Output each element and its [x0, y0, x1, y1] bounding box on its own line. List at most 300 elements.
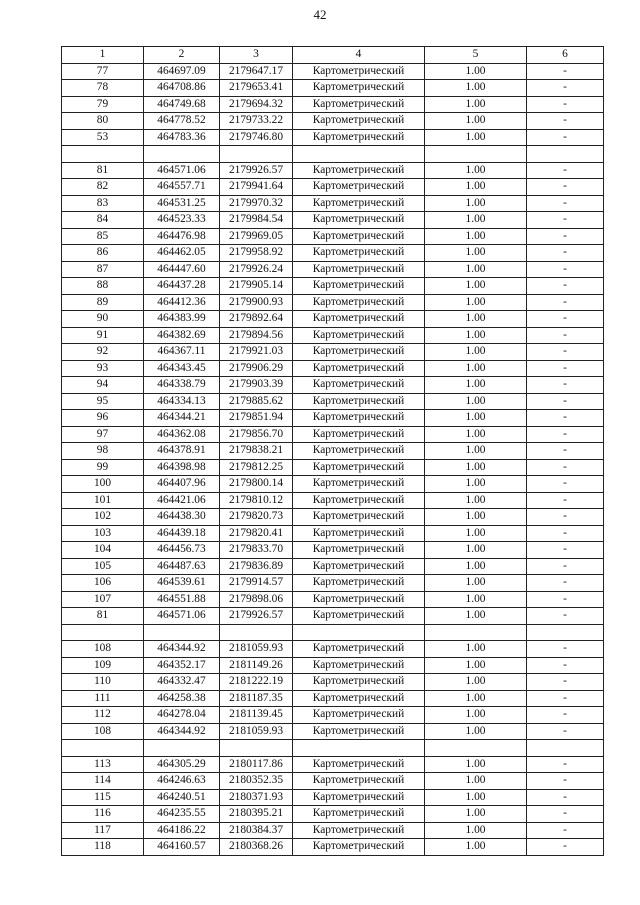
point-number-cell: 100	[62, 476, 144, 493]
point-number-cell: 92	[62, 344, 144, 361]
x-coordinate-cell: 464439.18	[144, 525, 220, 542]
note-cell: -	[527, 294, 604, 311]
y-coordinate-cell: 2179733.22	[220, 113, 293, 130]
x-coordinate-cell: 464344.92	[144, 641, 220, 658]
point-number-cell: 113	[62, 756, 144, 773]
accuracy-cell: 1.00	[425, 327, 527, 344]
accuracy-cell: 1.00	[425, 344, 527, 361]
point-number-cell: 106	[62, 575, 144, 592]
y-coordinate-cell: 2179647.17	[220, 63, 293, 80]
accuracy-cell: 1.00	[425, 459, 527, 476]
accuracy-cell: 1.00	[425, 723, 527, 740]
accuracy-cell: 1.00	[425, 426, 527, 443]
note-cell: -	[527, 360, 604, 377]
point-number-cell: 87	[62, 261, 144, 278]
y-coordinate-cell: 2180352.35	[220, 773, 293, 790]
method-cell: Картометрический	[293, 228, 425, 245]
method-cell: Картометрический	[293, 575, 425, 592]
table-row	[62, 228, 604, 245]
method-cell: Картометрический	[293, 245, 425, 262]
x-coordinate-cell	[144, 740, 220, 757]
accuracy-cell	[425, 146, 527, 163]
y-coordinate-cell: 2179906.29	[220, 360, 293, 377]
y-coordinate-cell: 2179694.32	[220, 96, 293, 113]
method-cell: Картометрический	[293, 789, 425, 806]
point-number-cell: 83	[62, 195, 144, 212]
column-header: 1	[62, 47, 144, 64]
point-number-cell: 82	[62, 179, 144, 196]
note-cell: -	[527, 459, 604, 476]
note-cell: -	[527, 278, 604, 295]
method-cell: Картометрический	[293, 822, 425, 839]
x-coordinate-cell: 464421.06	[144, 492, 220, 509]
x-coordinate-cell: 464343.45	[144, 360, 220, 377]
table-body	[62, 63, 604, 855]
method-cell: Картометрический	[293, 476, 425, 493]
method-cell: Картометрический	[293, 806, 425, 823]
accuracy-cell: 1.00	[425, 822, 527, 839]
note-cell	[527, 146, 604, 163]
note-cell: -	[527, 261, 604, 278]
table-spacer-row	[62, 740, 604, 757]
method-cell	[293, 740, 425, 757]
x-coordinate-cell: 464338.79	[144, 377, 220, 394]
table-row	[62, 575, 604, 592]
table-row	[62, 278, 604, 295]
y-coordinate-cell: 2179810.12	[220, 492, 293, 509]
y-coordinate-cell: 2179958.92	[220, 245, 293, 262]
accuracy-cell: 1.00	[425, 393, 527, 410]
y-coordinate-cell: 2179969.05	[220, 228, 293, 245]
table-row	[62, 674, 604, 691]
method-cell: Картометрический	[293, 542, 425, 559]
x-coordinate-cell: 464571.06	[144, 608, 220, 625]
note-cell: -	[527, 311, 604, 328]
x-coordinate-cell: 464437.28	[144, 278, 220, 295]
point-number-cell: 79	[62, 96, 144, 113]
note-cell: -	[527, 822, 604, 839]
method-cell: Картометрический	[293, 723, 425, 740]
point-number-cell: 118	[62, 839, 144, 856]
note-cell: -	[527, 591, 604, 608]
column-header: 5	[425, 47, 527, 64]
x-coordinate-cell: 464382.69	[144, 327, 220, 344]
point-number-cell: 86	[62, 245, 144, 262]
table-row	[62, 212, 604, 229]
method-cell: Картометрический	[293, 641, 425, 658]
table-row	[62, 63, 604, 80]
note-cell: -	[527, 195, 604, 212]
table-row	[62, 657, 604, 674]
x-coordinate-cell: 464438.30	[144, 509, 220, 526]
column-header: 3	[220, 47, 293, 64]
method-cell	[293, 146, 425, 163]
method-cell: Картометрический	[293, 162, 425, 179]
method-cell: Картометрический	[293, 459, 425, 476]
y-coordinate-cell	[220, 740, 293, 757]
accuracy-cell	[425, 740, 527, 757]
accuracy-cell: 1.00	[425, 377, 527, 394]
x-coordinate-cell: 464362.08	[144, 426, 220, 443]
x-coordinate-cell: 464571.06	[144, 162, 220, 179]
accuracy-cell: 1.00	[425, 311, 527, 328]
method-cell: Картометрический	[293, 509, 425, 526]
table-row	[62, 360, 604, 377]
table-row	[62, 245, 604, 262]
point-number-cell: 110	[62, 674, 144, 691]
note-cell: -	[527, 80, 604, 97]
x-coordinate-cell: 464539.61	[144, 575, 220, 592]
accuracy-cell: 1.00	[425, 542, 527, 559]
note-cell: -	[527, 690, 604, 707]
method-cell: Картометрический	[293, 311, 425, 328]
method-cell: Картометрический	[293, 377, 425, 394]
y-coordinate-cell: 2179921.03	[220, 344, 293, 361]
accuracy-cell: 1.00	[425, 839, 527, 856]
note-cell: -	[527, 63, 604, 80]
accuracy-cell: 1.00	[425, 162, 527, 179]
table-row	[62, 492, 604, 509]
accuracy-cell: 1.00	[425, 525, 527, 542]
note-cell: -	[527, 377, 604, 394]
note-cell: -	[527, 723, 604, 740]
table-row	[62, 129, 604, 146]
x-coordinate-cell: 464383.99	[144, 311, 220, 328]
y-coordinate-cell: 2181187.35	[220, 690, 293, 707]
y-coordinate-cell: 2179970.32	[220, 195, 293, 212]
x-coordinate-cell: 464407.96	[144, 476, 220, 493]
point-number-cell: 98	[62, 443, 144, 460]
note-cell: -	[527, 492, 604, 509]
method-cell: Картометрический	[293, 492, 425, 509]
x-coordinate-cell: 464258.38	[144, 690, 220, 707]
x-coordinate-cell: 464778.52	[144, 113, 220, 130]
method-cell: Картометрический	[293, 179, 425, 196]
y-coordinate-cell: 2179833.70	[220, 542, 293, 559]
y-coordinate-cell: 2181059.93	[220, 723, 293, 740]
x-coordinate-cell: 464334.13	[144, 393, 220, 410]
note-cell: -	[527, 327, 604, 344]
method-cell: Картометрический	[293, 558, 425, 575]
y-coordinate-cell: 2179914.57	[220, 575, 293, 592]
method-cell: Картометрический	[293, 80, 425, 97]
point-number-cell: 105	[62, 558, 144, 575]
method-cell: Картометрический	[293, 261, 425, 278]
method-cell: Картометрический	[293, 195, 425, 212]
point-number-cell: 108	[62, 641, 144, 658]
accuracy-cell: 1.00	[425, 294, 527, 311]
column-header: 2	[144, 47, 220, 64]
table-row	[62, 723, 604, 740]
point-number-cell	[62, 624, 144, 641]
y-coordinate-cell: 2179900.93	[220, 294, 293, 311]
accuracy-cell: 1.00	[425, 806, 527, 823]
table-row	[62, 476, 604, 493]
note-cell: -	[527, 245, 604, 262]
note-cell: -	[527, 162, 604, 179]
accuracy-cell: 1.00	[425, 608, 527, 625]
point-number-cell: 94	[62, 377, 144, 394]
note-cell: -	[527, 608, 604, 625]
x-coordinate-cell: 464456.73	[144, 542, 220, 559]
x-coordinate-cell: 464246.63	[144, 773, 220, 790]
page-number: 42	[313, 7, 327, 22]
accuracy-cell: 1.00	[425, 228, 527, 245]
point-number-cell: 81	[62, 608, 144, 625]
y-coordinate-cell: 2179820.41	[220, 525, 293, 542]
accuracy-cell	[425, 624, 527, 641]
method-cell: Картометрический	[293, 591, 425, 608]
accuracy-cell: 1.00	[425, 96, 527, 113]
header-row	[62, 47, 604, 64]
note-cell: -	[527, 806, 604, 823]
accuracy-cell: 1.00	[425, 476, 527, 493]
accuracy-cell: 1.00	[425, 591, 527, 608]
accuracy-cell: 1.00	[425, 641, 527, 658]
method-cell: Картометрический	[293, 327, 425, 344]
accuracy-cell: 1.00	[425, 410, 527, 427]
y-coordinate-cell: 2180371.93	[220, 789, 293, 806]
table-row	[62, 410, 604, 427]
note-cell: -	[527, 476, 604, 493]
table-row	[62, 113, 604, 130]
accuracy-cell: 1.00	[425, 443, 527, 460]
table-row	[62, 789, 604, 806]
y-coordinate-cell: 2179984.54	[220, 212, 293, 229]
x-coordinate-cell: 464551.88	[144, 591, 220, 608]
y-coordinate-cell: 2179812.25	[220, 459, 293, 476]
y-coordinate-cell: 2180384.37	[220, 822, 293, 839]
method-cell: Картометрический	[293, 690, 425, 707]
y-coordinate-cell: 2179926.57	[220, 162, 293, 179]
accuracy-cell: 1.00	[425, 245, 527, 262]
column-header: 4	[293, 47, 425, 64]
accuracy-cell: 1.00	[425, 756, 527, 773]
note-cell: -	[527, 707, 604, 724]
y-coordinate-cell: 2179856.70	[220, 426, 293, 443]
note-cell: -	[527, 575, 604, 592]
x-coordinate-cell: 464278.04	[144, 707, 220, 724]
table-row	[62, 608, 604, 625]
accuracy-cell: 1.00	[425, 261, 527, 278]
table-row	[62, 179, 604, 196]
point-number-cell: 101	[62, 492, 144, 509]
y-coordinate-cell: 2181059.93	[220, 641, 293, 658]
table-spacer-row	[62, 624, 604, 641]
y-coordinate-cell: 2179898.06	[220, 591, 293, 608]
accuracy-cell: 1.00	[425, 278, 527, 295]
y-coordinate-cell: 2179820.73	[220, 509, 293, 526]
accuracy-cell: 1.00	[425, 195, 527, 212]
point-number-cell: 99	[62, 459, 144, 476]
accuracy-cell: 1.00	[425, 492, 527, 509]
method-cell: Картометрический	[293, 129, 425, 146]
note-cell: -	[527, 443, 604, 460]
method-cell: Картометрический	[293, 410, 425, 427]
accuracy-cell: 1.00	[425, 360, 527, 377]
table-row	[62, 261, 604, 278]
y-coordinate-cell: 2180117.86	[220, 756, 293, 773]
y-coordinate-cell: 2181139.45	[220, 707, 293, 724]
method-cell: Картометрический	[293, 443, 425, 460]
note-cell: -	[527, 509, 604, 526]
method-cell: Картометрический	[293, 525, 425, 542]
point-number-cell: 107	[62, 591, 144, 608]
y-coordinate-cell: 2179892.64	[220, 311, 293, 328]
y-coordinate-cell: 2179851.94	[220, 410, 293, 427]
y-coordinate-cell: 2179926.57	[220, 608, 293, 625]
note-cell: -	[527, 641, 604, 658]
method-cell: Картометрический	[293, 278, 425, 295]
point-number-cell: 114	[62, 773, 144, 790]
table-row	[62, 591, 604, 608]
y-coordinate-cell: 2179800.14	[220, 476, 293, 493]
point-number-cell: 78	[62, 80, 144, 97]
method-cell: Картометрический	[293, 756, 425, 773]
y-coordinate-cell	[220, 624, 293, 641]
note-cell: -	[527, 426, 604, 443]
note-cell: -	[527, 212, 604, 229]
point-number-cell: 93	[62, 360, 144, 377]
x-coordinate-cell: 464160.57	[144, 839, 220, 856]
point-number-cell: 103	[62, 525, 144, 542]
table-row	[62, 377, 604, 394]
x-coordinate-cell: 464332.47	[144, 674, 220, 691]
x-coordinate-cell: 464476.98	[144, 228, 220, 245]
y-coordinate-cell: 2179905.14	[220, 278, 293, 295]
accuracy-cell: 1.00	[425, 212, 527, 229]
note-cell: -	[527, 674, 604, 691]
x-coordinate-cell	[144, 146, 220, 163]
point-number-cell: 108	[62, 723, 144, 740]
table-row	[62, 690, 604, 707]
x-coordinate-cell: 464240.51	[144, 789, 220, 806]
x-coordinate-cell: 464412.36	[144, 294, 220, 311]
method-cell: Картометрический	[293, 393, 425, 410]
y-coordinate-cell: 2179903.39	[220, 377, 293, 394]
note-cell: -	[527, 558, 604, 575]
point-number-cell: 88	[62, 278, 144, 295]
point-number-cell: 109	[62, 657, 144, 674]
y-coordinate-cell: 2181149.26	[220, 657, 293, 674]
method-cell: Картометрический	[293, 674, 425, 691]
note-cell: -	[527, 113, 604, 130]
x-coordinate-cell: 464235.55	[144, 806, 220, 823]
table-row	[62, 707, 604, 724]
point-number-cell: 102	[62, 509, 144, 526]
x-coordinate-cell: 464749.68	[144, 96, 220, 113]
y-coordinate-cell: 2179941.64	[220, 179, 293, 196]
method-cell: Картометрический	[293, 426, 425, 443]
note-cell: -	[527, 657, 604, 674]
y-coordinate-cell: 2179838.21	[220, 443, 293, 460]
note-cell: -	[527, 789, 604, 806]
accuracy-cell: 1.00	[425, 63, 527, 80]
y-coordinate-cell	[220, 146, 293, 163]
note-cell: -	[527, 542, 604, 559]
method-cell: Картометрический	[293, 113, 425, 130]
table-row	[62, 641, 604, 658]
x-coordinate-cell: 464305.29	[144, 756, 220, 773]
x-coordinate-cell: 464531.25	[144, 195, 220, 212]
note-cell: -	[527, 179, 604, 196]
note-cell: -	[527, 756, 604, 773]
column-header: 6	[527, 47, 604, 64]
method-cell: Картометрический	[293, 608, 425, 625]
note-cell: -	[527, 393, 604, 410]
point-number-cell: 95	[62, 393, 144, 410]
table-row	[62, 525, 604, 542]
note-cell: -	[527, 228, 604, 245]
table-row	[62, 96, 604, 113]
y-coordinate-cell: 2179926.24	[220, 261, 293, 278]
x-coordinate-cell: 464487.63	[144, 558, 220, 575]
method-cell: Картометрический	[293, 657, 425, 674]
note-cell: -	[527, 344, 604, 361]
note-cell	[527, 740, 604, 757]
accuracy-cell: 1.00	[425, 674, 527, 691]
point-number-cell	[62, 146, 144, 163]
method-cell: Картометрический	[293, 344, 425, 361]
table-row	[62, 162, 604, 179]
point-number-cell	[62, 740, 144, 757]
note-cell: -	[527, 839, 604, 856]
x-coordinate-cell: 464557.71	[144, 179, 220, 196]
accuracy-cell: 1.00	[425, 80, 527, 97]
accuracy-cell: 1.00	[425, 129, 527, 146]
table-row	[62, 773, 604, 790]
point-number-cell: 90	[62, 311, 144, 328]
note-cell: -	[527, 129, 604, 146]
table-row	[62, 443, 604, 460]
accuracy-cell: 1.00	[425, 789, 527, 806]
note-cell	[527, 624, 604, 641]
x-coordinate-cell: 464344.21	[144, 410, 220, 427]
x-coordinate-cell: 464523.33	[144, 212, 220, 229]
accuracy-cell: 1.00	[425, 179, 527, 196]
x-coordinate-cell: 464186.22	[144, 822, 220, 839]
point-number-cell: 84	[62, 212, 144, 229]
x-coordinate-cell: 464367.11	[144, 344, 220, 361]
y-coordinate-cell: 2181222.19	[220, 674, 293, 691]
table-row	[62, 294, 604, 311]
x-coordinate-cell: 464708.86	[144, 80, 220, 97]
x-coordinate-cell: 464344.92	[144, 723, 220, 740]
table-row	[62, 509, 604, 526]
method-cell: Картометрический	[293, 773, 425, 790]
accuracy-cell: 1.00	[425, 558, 527, 575]
method-cell: Картометрический	[293, 707, 425, 724]
point-number-cell: 80	[62, 113, 144, 130]
point-number-cell: 96	[62, 410, 144, 427]
method-cell: Картометрический	[293, 96, 425, 113]
table-row	[62, 426, 604, 443]
point-number-cell: 53	[62, 129, 144, 146]
note-cell: -	[527, 410, 604, 427]
y-coordinate-cell: 2179885.62	[220, 393, 293, 410]
point-number-cell: 77	[62, 63, 144, 80]
y-coordinate-cell: 2179653.41	[220, 80, 293, 97]
accuracy-cell: 1.00	[425, 773, 527, 790]
x-coordinate-cell: 464398.98	[144, 459, 220, 476]
point-number-cell: 115	[62, 789, 144, 806]
table-row	[62, 311, 604, 328]
accuracy-cell: 1.00	[425, 707, 527, 724]
coordinates-table	[61, 46, 604, 856]
note-cell: -	[527, 96, 604, 113]
y-coordinate-cell: 2179894.56	[220, 327, 293, 344]
x-coordinate-cell: 464378.91	[144, 443, 220, 460]
